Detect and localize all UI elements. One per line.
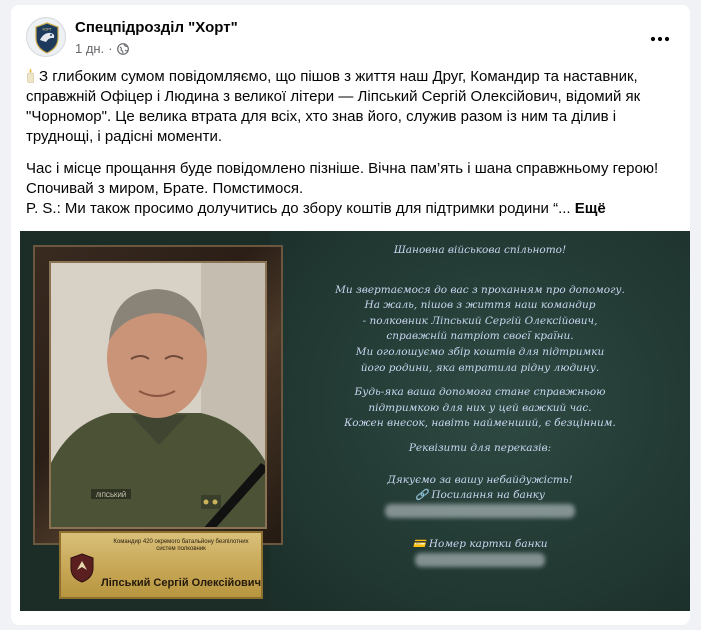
page-name-link[interactable]: Спецпідрозділ "Хорт" — [75, 19, 238, 36]
unit-emblem-icon — [69, 553, 95, 583]
post-card — [11, 5, 690, 625]
letter-line-4: справжній патріот своєї країни. — [386, 330, 574, 343]
letter-line-9: Кожен внесок, навіть найменший, є безцінним. — [344, 417, 616, 430]
card-number-label: Номер картки банки — [428, 538, 548, 551]
letter-line-8: підтримкою для них у цей важкий час. — [368, 401, 592, 414]
portrait-photo — [49, 261, 267, 529]
letter-line-1: Ми звертаємося до вас з проханням про допомогу. — [335, 283, 625, 296]
nameplate-caption: Командир 420 окремого батальйону безпілотних систем полковник — [113, 539, 249, 552]
post-image[interactable] — [20, 231, 690, 611]
more-dots-icon — [650, 36, 670, 42]
paragraph-2-line-1: Час і місце прощання буде повідомлено пізніше. Вічна пам’ять і шана справжньому герою! — [26, 160, 659, 177]
page-avatar[interactable] — [26, 17, 66, 57]
memorial-nameplate — [59, 531, 263, 599]
letter-greeting: Шановна військова спільното! — [393, 244, 567, 256]
bank-link-line — [270, 488, 690, 504]
post-meta — [75, 41, 129, 56]
more-options-button[interactable] — [642, 21, 678, 57]
portrait-illustration — [51, 263, 267, 529]
letter-line-3: - полковник Ліпський Сергій Олексійович, — [362, 314, 598, 327]
portrait-frame — [33, 245, 283, 545]
redacted-link — [270, 504, 690, 520]
letter-line-6: його родини, яка втратила рідну людину. — [360, 361, 600, 374]
card-number-line — [270, 537, 690, 553]
post-paragraph-2 — [26, 159, 678, 219]
shield-logo-icon — [27, 18, 66, 57]
letter-line-7: Будь-яка ваша допомога стане справжньою — [354, 386, 606, 399]
bank-link-label: Посилання на банку — [431, 489, 546, 502]
post-text — [26, 67, 678, 219]
avatar-label: ХОРТ — [42, 27, 52, 32]
paragraph-1-text: З глибоким сумом повідомляємо, що пішов з життя наш Друг, Командир та наставник, справжній Офіцер і Людина з великої літери — Ліпський Сергій Олексійович, відомий як "Чорномор". Це велика втрата для всіх, хто знав його, служив разом із ним та ділив і труднощі, і радісні моменти. — [26, 68, 641, 145]
paragraph-2-line-3: P. S.: Ми також просимо долучитись до збору коштів для підтримки родини “... — [26, 200, 571, 217]
letter-line-2: На жаль, пішов з життя наш командир — [364, 299, 596, 312]
card-icon: 💳 — [412, 538, 426, 551]
letter-line-11: Дякуємо за вашу небайдужість! — [387, 473, 573, 486]
post-header — [11, 5, 690, 67]
link-icon: 🔗 — [414, 489, 429, 502]
globe-icon[interactable] — [117, 43, 129, 55]
nameplate-name: Ліпський Сергій Олексійович — [101, 577, 261, 589]
letter-line-5: Ми оголошуємо збір коштів для підтримки — [355, 345, 605, 358]
candle-icon — [26, 68, 35, 83]
post-paragraph-1 — [26, 67, 678, 147]
letter-line-10: Реквізити для переказів: — [408, 441, 552, 454]
see-more-link[interactable]: Ещё — [574, 200, 606, 217]
uniform-name-tag: ЛІПСЬКИЙ — [95, 493, 127, 499]
meta-separator: · — [108, 41, 113, 56]
redacted-card-number — [270, 553, 690, 569]
post-time[interactable]: 1 дн. — [75, 41, 105, 56]
appeal-letter — [270, 243, 690, 569]
paragraph-2-line-2: Спочивай з миром, Брате. Помстимося. — [26, 180, 304, 197]
